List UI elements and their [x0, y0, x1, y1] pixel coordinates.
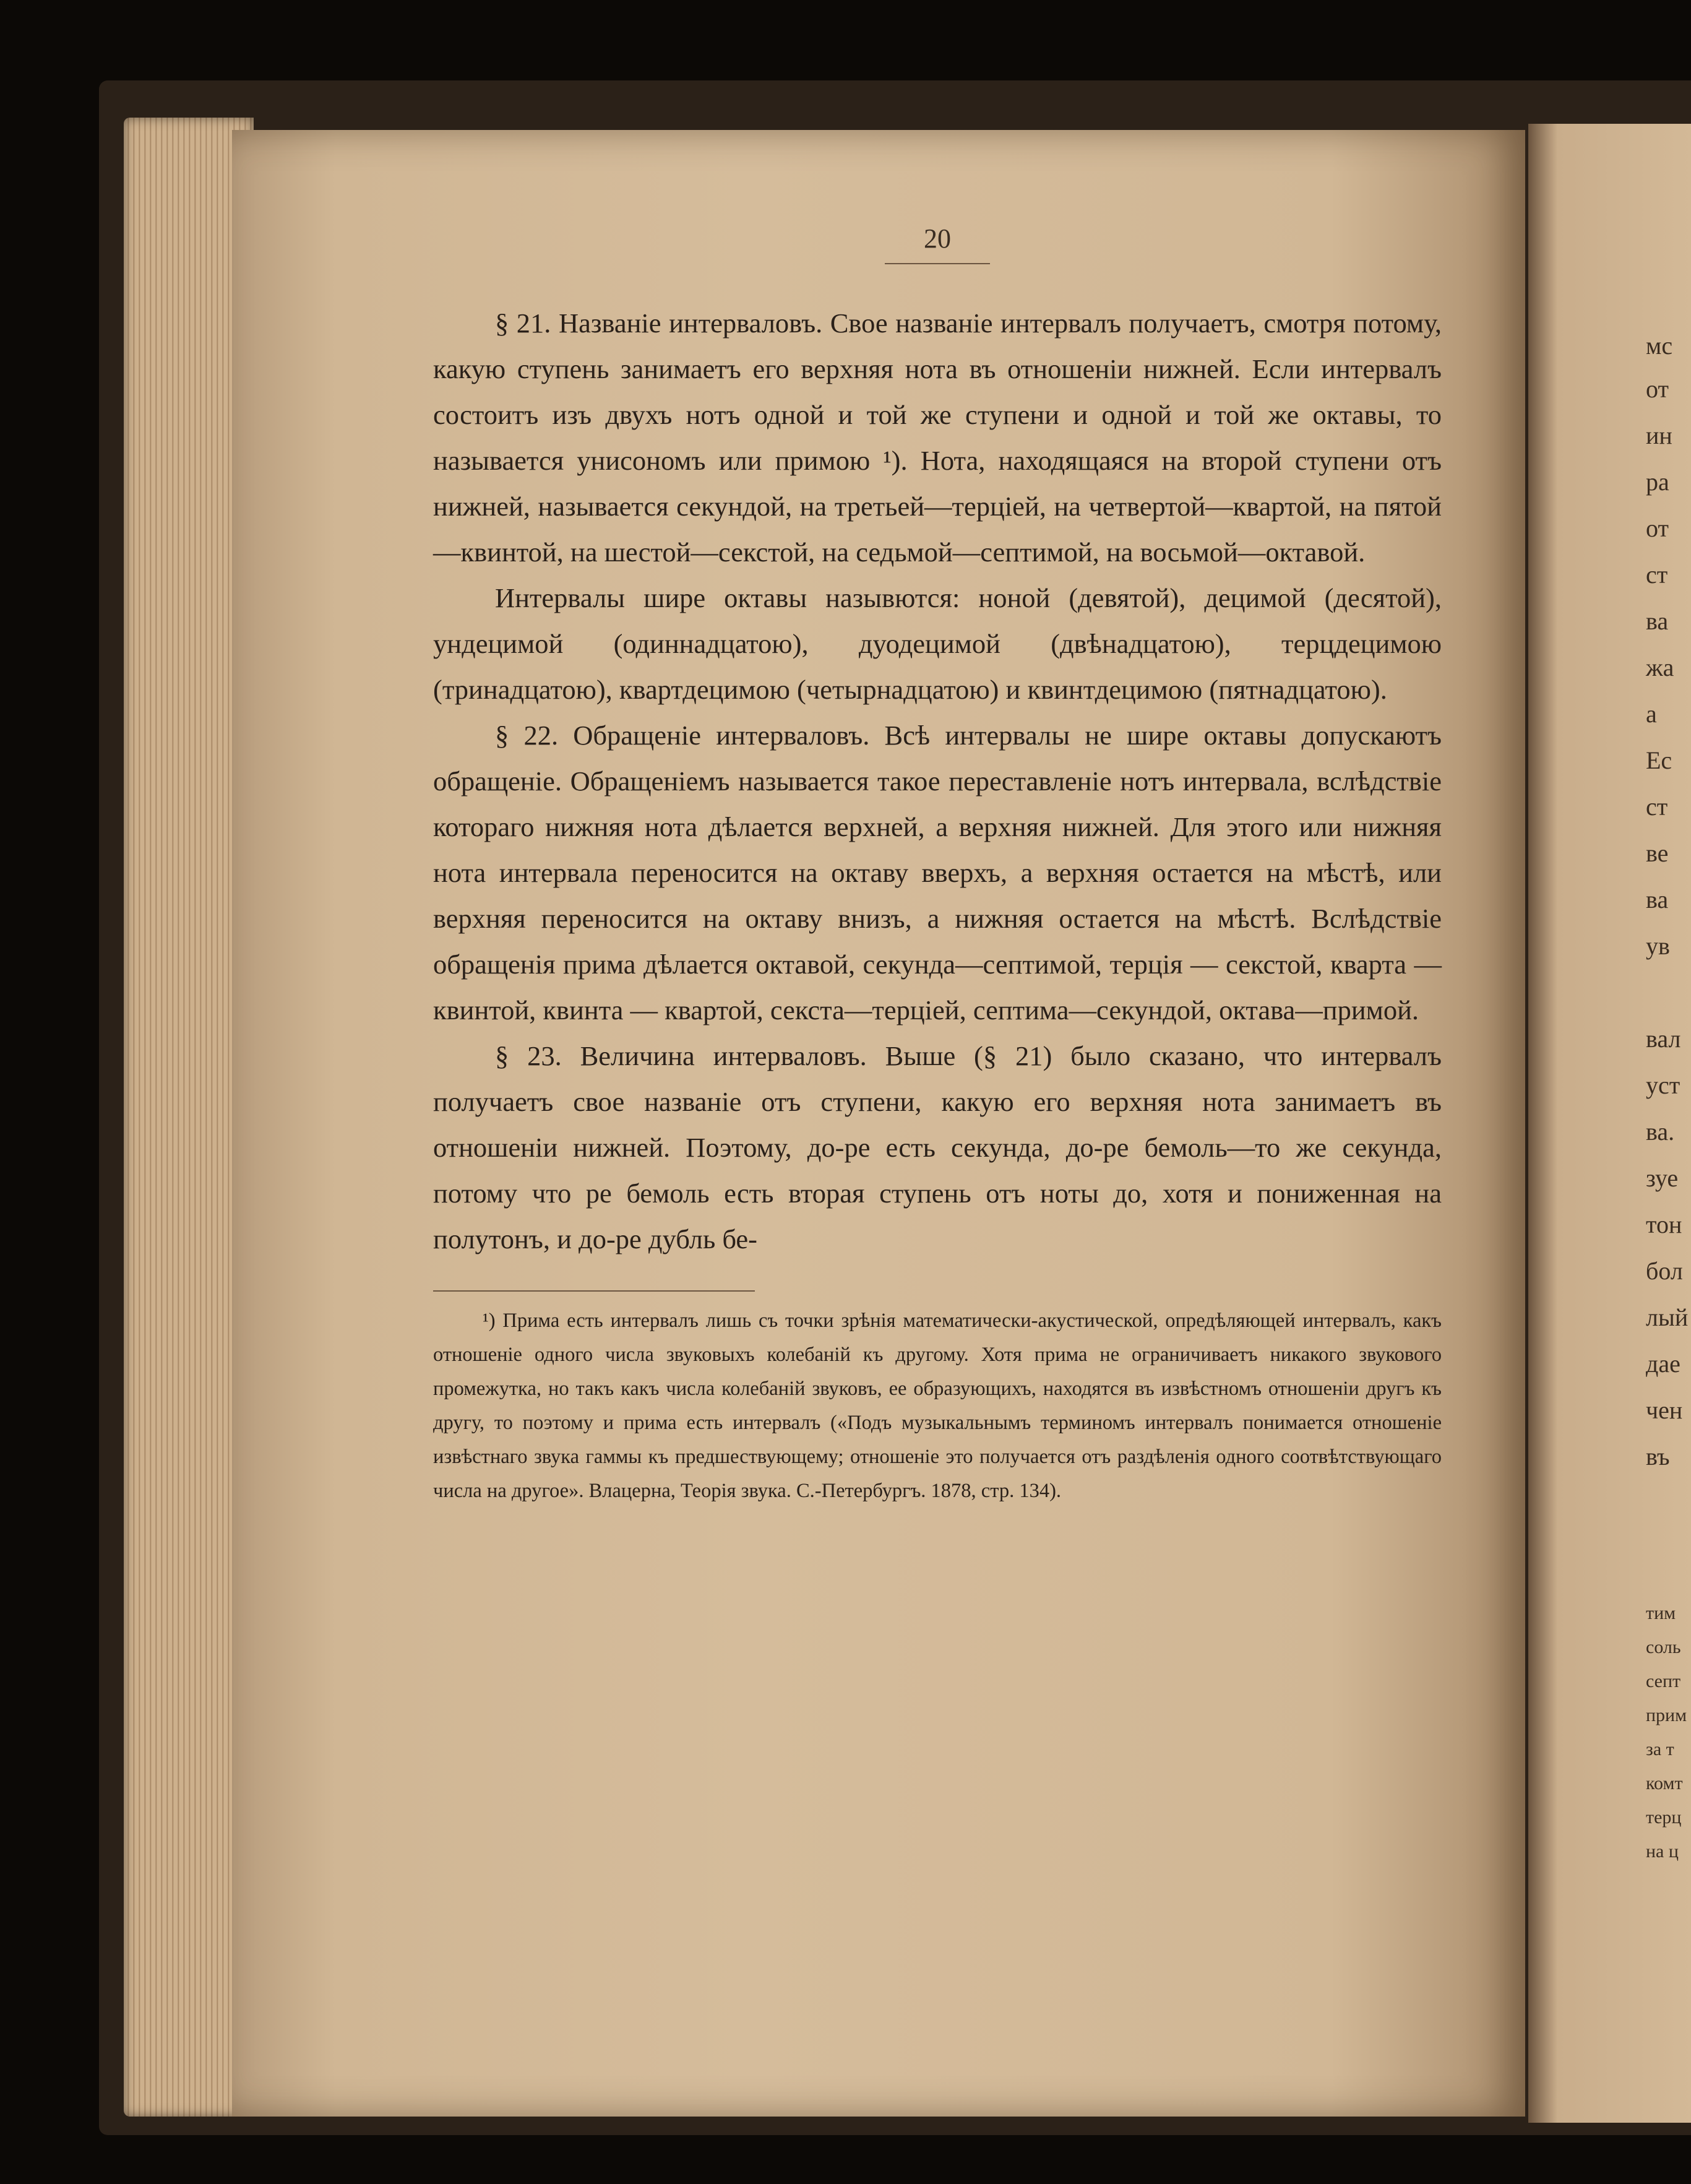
next-page-fragment: за т: [1646, 1739, 1674, 1759]
footnote: ¹) Прима есть интервалъ лишь съ точки зрѣнiя математически-акустической, опредѣляющей интервалъ, какъ отношенiе одного числа звуковыхъ колебанiй къ другому. Хотя прима не ограничиваетъ никакого звукового промежутка, но такъ какъ числа колебанiй звуковъ, ее образующихъ, находятся въ извѣстномъ отношенiи другъ къ другу, то поэтому и прима есть интервалъ («Подъ музыкальнымъ терминомъ интервалъ понимается отношенiе извѣстнаго звука гаммы къ предшествующему; отношенiе это получается отъ раздѣленiя одного соотвѣтствующаго числа на другое». Влацерна, Теорiя звука. С.-Петербургъ. 1878, стр. 134).: [433, 1310, 1442, 1502]
next-page-fragment: Ес: [1646, 746, 1672, 774]
next-page-fragment: ва: [1646, 886, 1669, 913]
header-rule: [885, 263, 990, 264]
next-page-fragment: въ: [1646, 1443, 1670, 1470]
page-number: 20: [924, 223, 951, 254]
next-page-fragment: жа: [1646, 654, 1674, 681]
next-page-fragment: от: [1646, 514, 1669, 542]
next-page-fragment: от: [1646, 375, 1669, 403]
next-page-fragment: вал: [1646, 1025, 1681, 1053]
next-page-fragment: соль: [1646, 1637, 1681, 1657]
next-page-fragment: уст: [1646, 1071, 1680, 1099]
next-page-fragment: ин: [1646, 421, 1672, 449]
next-page-fragment: тон: [1646, 1211, 1682, 1238]
next-page-fragment: лый: [1646, 1303, 1689, 1331]
paragraph-section-21: § 21. Названiе интерваловъ. Свое названiе интервалъ получаетъ, смотря потому, какую ступень занимаетъ его верхняя нота въ отношенiи нижней. Если интервалъ состоитъ изъ двухъ нотъ одной и той же ступени и одной и той же октавы, то называется унисономъ или примою ¹). Нота, находящаяся на второй ступени отъ нижней, называется секундой, на третьей—терцiей, на четвертой—квартой, на пятой—квинтой, на шестой—секстой, на седьмой—септимой, на восьмой—октавой.: [433, 308, 1442, 568]
page-text: [433, 223, 1442, 1508]
next-page-fragment: зуе: [1646, 1164, 1679, 1192]
next-page-fragment: мс: [1646, 332, 1673, 360]
next-page-fragment: комт: [1646, 1773, 1683, 1793]
next-page-fragment: ва: [1646, 607, 1669, 635]
next-page-fragment: на ц: [1646, 1841, 1679, 1862]
next-page-fragment: а: [1646, 700, 1657, 728]
next-page-fragment: чен: [1646, 1396, 1683, 1424]
paragraph-section-22: § 22. Обращенiе интерваловъ. Всѣ интервалы не шире октавы допускаютъ обращенiе. Обращенiемъ называется такое перeставленiе нотъ интервала, вслѣдствiе котораго нижняя нота дѣлается верхней, а верхняя нижней. Для этого или нижняя нота интервала переносится на октаву вверхъ, а верхняя остается на мѣстѣ, или верхняя переносится на октаву внизъ, а нижняя остается на мѣстѣ. Вслѣдствiе обращенiя прима дѣлается октавой, секунда—септимой, терцiя — секстой, кварта — квинтой, квинта — квартой, секста—терцiей, септима—секундой, октава—примой.: [433, 720, 1442, 1025]
next-page-fragment: септ: [1646, 1671, 1681, 1691]
next-page-fragment: ув: [1646, 932, 1670, 960]
next-page-fragment: терц: [1646, 1807, 1682, 1828]
next-page-fragment: прим: [1646, 1705, 1687, 1725]
next-page-fragment: дае: [1646, 1350, 1680, 1378]
paragraph-intervals-beyond-octave: Интервалы шире октавы назывются: ноной (девятой), децимой (десятой), ундецимой (одиннадцатою), дуодецимой (двѣнадцатою), терцдецимою (тринадцатою), квартдецимою (четырнадцатою) и квинтдецимою (пятнадцатою).: [433, 582, 1442, 705]
next-page-fragment: тим: [1646, 1603, 1676, 1623]
next-page-fragment: ст: [1646, 561, 1668, 589]
footnote-rule: [433, 1290, 755, 1292]
paragraph-section-23: § 23. Величина интерваловъ. Выше (§ 21) было сказано, что интервалъ получаетъ свое названiе отъ ступени, какую его верхняя нота занимаетъ въ отношенiи нижней. Поэтому, до-ре есть секунда, до-ре бемоль—то же секунда, потому что ре бемоль есть вторая ступень отъ ноты до, хотя и пониженная на полутонъ, и до-ре дубль бе-: [433, 1040, 1442, 1254]
next-page-fragment: ва.: [1646, 1118, 1675, 1146]
next-page-fragment: бол: [1646, 1257, 1683, 1285]
next-page-fragment: ве: [1646, 839, 1669, 867]
next-page-fragment: ра: [1646, 468, 1669, 496]
next-page-fragment: ст: [1646, 793, 1668, 821]
